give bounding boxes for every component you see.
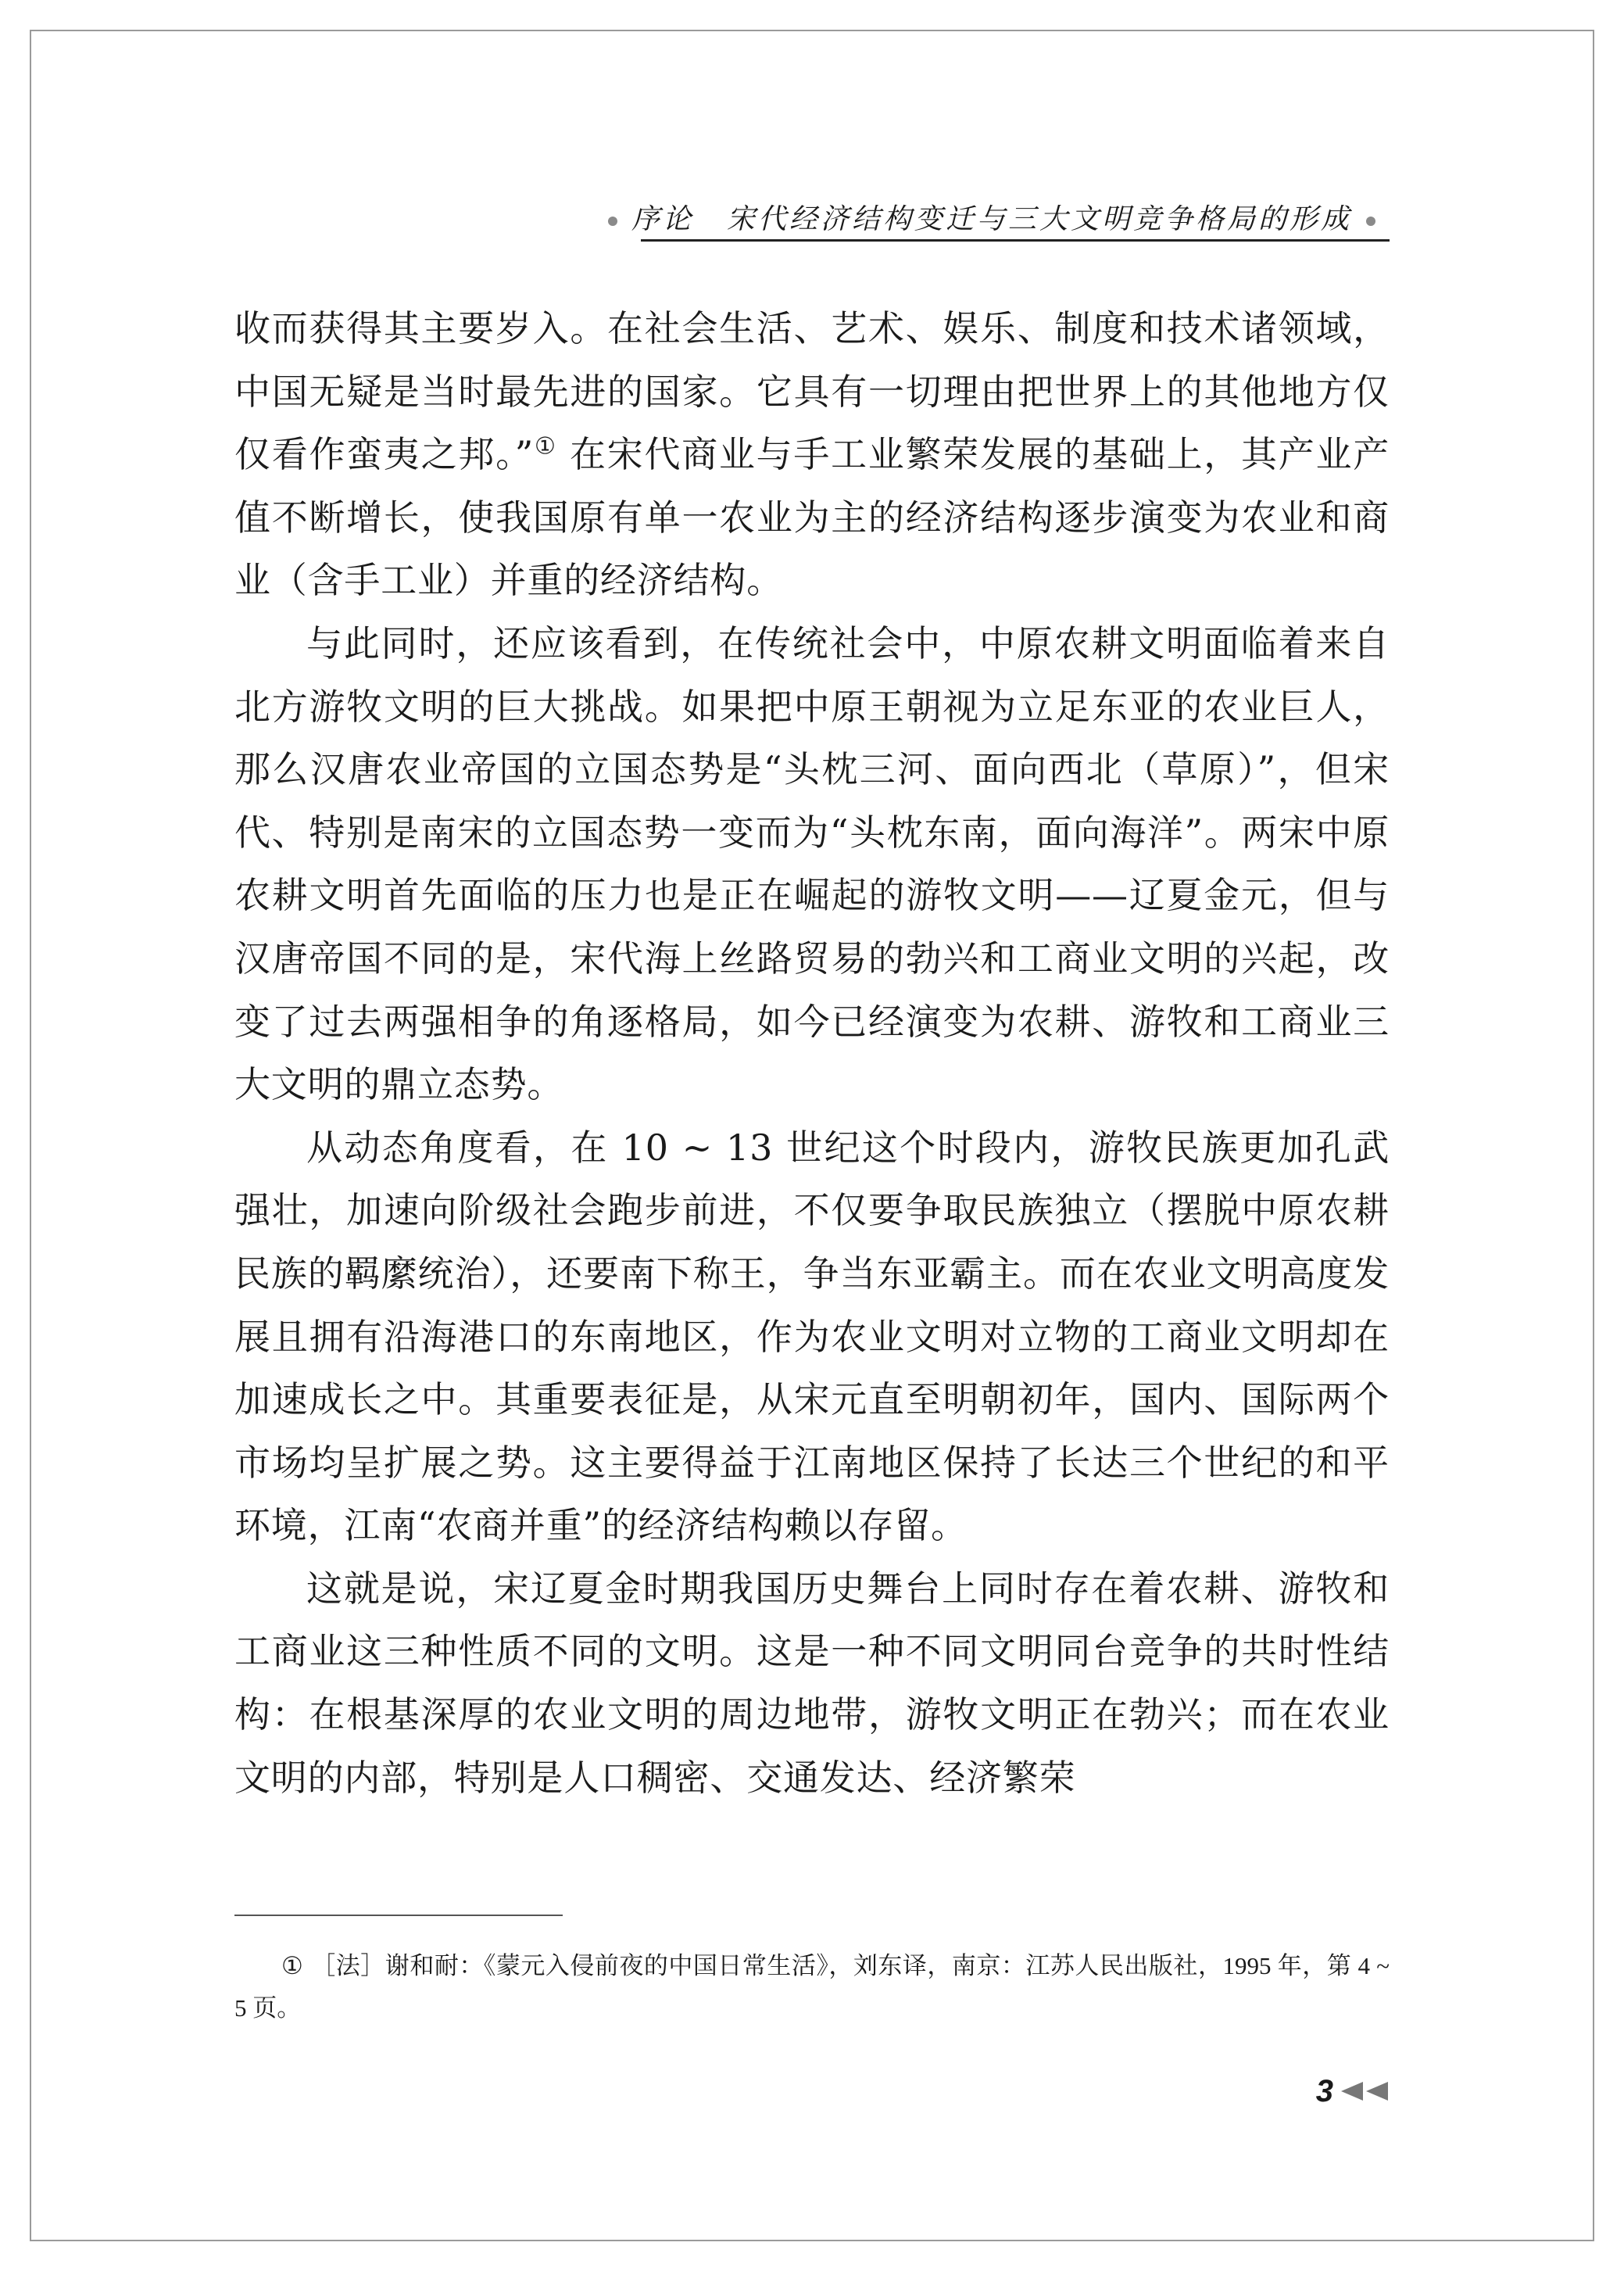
running-header bbox=[234, 202, 1390, 238]
footnote-text: ［法］谢和耐：《蒙元入侵前夜的中国日常生活》，刘东译，南京：江苏人民出版社，1995 年，第 4 ~ 5 页。 bbox=[234, 1952, 1390, 2022]
body-text bbox=[234, 297, 1390, 1809]
bullet-dot-right bbox=[1366, 217, 1375, 226]
paragraph-4: 这就是说，宋辽夏金时期我国历史舞台上同时存在着农耕、游牧和工商业这三种性质不同的文明。这是一种不同文明同台竞争的共时性结构：在根基深厚的农业文明的周边地带，游牧文明正在勃兴；而在农业文明的内部，特别是人口稠密、交通发达、经济繁荣 bbox=[234, 1567, 1390, 1799]
page-number bbox=[1250, 2072, 1390, 2111]
paragraph-1-text-before: 收而获得其主要岁入。在社会生活、艺术、娱乐、制度和技术诸领域，中国无疑是当时最先进的国家。它具有一切理由把世界上的其他地方仅仅看作蛮夷之邦。” bbox=[234, 307, 1390, 476]
page-number-value: 3 bbox=[1315, 2074, 1333, 2108]
header-rule bbox=[641, 239, 1390, 242]
bullet-dot-left bbox=[608, 217, 617, 226]
footnote-mark: ① bbox=[281, 1952, 303, 1979]
paragraph-1-text-after: 在宋代商业与手工业繁荣发展的基础上，其产业产值不断增长，使我国原有单一农业为主的经济结构逐步演变为农业和商业（含手工业）并重的经济结构。 bbox=[234, 433, 1390, 602]
paragraph-1 bbox=[234, 297, 1390, 612]
double-left-arrow-icon bbox=[1341, 2080, 1390, 2102]
header-chapter: 序论 bbox=[631, 203, 694, 235]
footnote-rule bbox=[234, 1915, 563, 1916]
paragraph-3: 从动态角度看，在 10 ~ 13 世纪这个时段内，游牧民族更加孔武强壮，加速向阶级社会跑步前进，不仅要争取民族独立（摆脱中原农耕民族的羁縻统治），还要南下称王，争当东亚霸主。而在农业文明高度发展且拥有沿海港口的东南地区，作为农业文明对立物的工商业文明却在加速成长之中。其重要表征是，从宋元直至明朝初年，国内、国际两个市场均呈扩展之势。这主要得益于江南地区保持了长达三个世纪的和平环境，江南“农商并重”的经济结构赖以存留。 bbox=[234, 1126, 1390, 1547]
paragraph-2: 与此同时，还应该看到，在传统社会中，中原农耕文明面临着来自北方游牧文明的巨大挑战。如果把中原王朝视为立足东亚的农业巨人，那么汉唐农业帝国的立国态势是“头枕三河、面向西北（草原）”，但宋代、特别是南宋的立国态势一变而为“头枕东南，面向海洋”。两宋中原农耕文明首先面临的压力也是正在崛起的游牧文明——辽夏金元，但与汉唐帝国不同的是，宋代海上丝路贸易的勃兴和工商业文明的兴起，改变了过去两强相争的角逐格局，如今已经演变为农耕、游牧和工商业三大文明的鼎立态势。 bbox=[234, 621, 1390, 1106]
footnote bbox=[234, 1945, 1390, 2029]
header-title: 宋代经济结构变迁与三大文明竞争格局的形成 bbox=[726, 203, 1352, 235]
footnote-ref[interactable]: ① bbox=[534, 432, 557, 460]
